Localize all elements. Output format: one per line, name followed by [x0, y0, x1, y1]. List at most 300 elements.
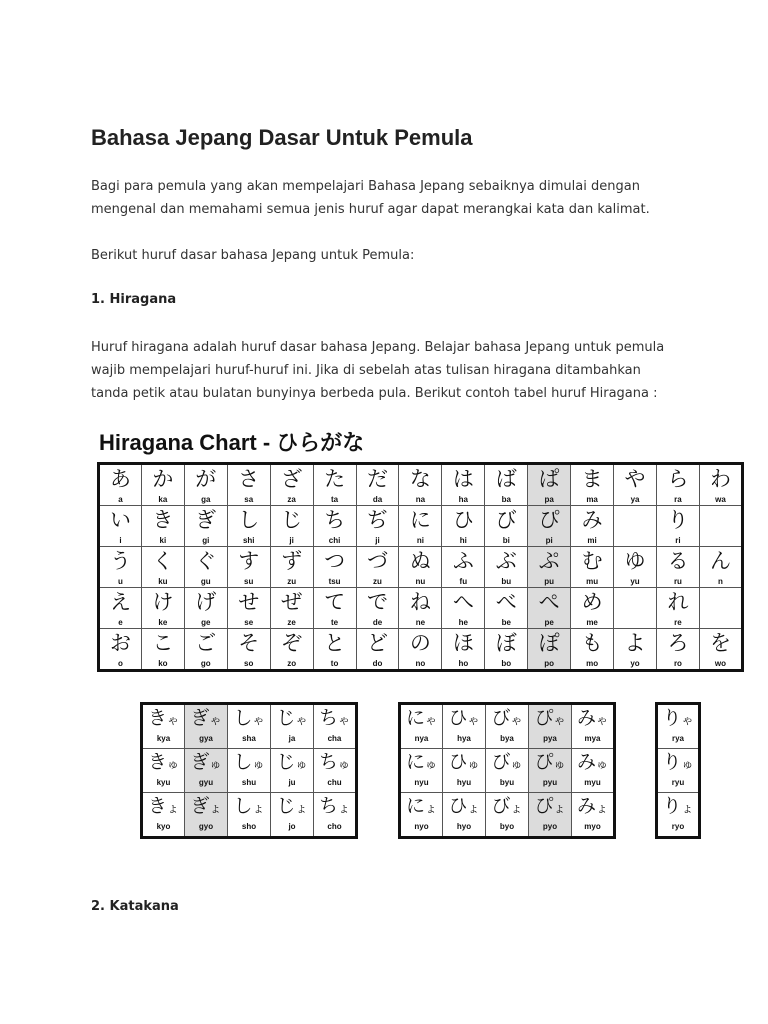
kana-base: じ [276, 795, 296, 817]
romaji-label: po [544, 659, 555, 668]
kana-cell [657, 793, 700, 838]
kana-small: ゅ [425, 757, 438, 771]
chart-row [99, 547, 743, 588]
kana-cell [399, 464, 442, 506]
romaji-label: pe [544, 618, 554, 627]
romaji-label: re [674, 618, 682, 627]
kana-base: き [147, 751, 167, 773]
kana-base: し [233, 795, 253, 817]
kana-char [228, 753, 270, 774]
kana-small: ゃ [295, 713, 308, 727]
kana-cell [657, 749, 700, 793]
romaji-label: ne [415, 618, 426, 627]
chart-row [142, 793, 357, 838]
kana-cell [184, 464, 227, 506]
kana-char: の [409, 631, 431, 655]
kana-cell [699, 588, 742, 629]
kana-cell [356, 629, 399, 671]
kana-char: み [581, 508, 603, 532]
romaji-label: hi [459, 536, 467, 545]
kana-cell [313, 506, 356, 547]
romaji-label: yu [630, 577, 640, 586]
kana-cell [399, 629, 442, 671]
romaji-label: gu [200, 577, 211, 586]
romaji-label: bu [501, 577, 512, 586]
kana-cell [313, 547, 356, 588]
kana-cell [141, 547, 184, 588]
lead-paragraph: Berikut huruf dasar bahasa Jepang untuk Pemula: [91, 248, 415, 263]
kana-cell [185, 704, 228, 749]
romaji-label: pi [545, 536, 553, 545]
romaji-label: no [415, 659, 426, 668]
kana-base: し [233, 751, 253, 773]
kana-cell [571, 547, 614, 588]
kana-base: ひ [448, 751, 468, 773]
kana-cell [270, 629, 313, 671]
kana-char: つ [324, 549, 346, 573]
kana-cell [443, 793, 486, 838]
kana-char [572, 797, 613, 818]
romaji-label: hya [457, 734, 471, 743]
kana-char [185, 753, 227, 774]
kana-char [486, 753, 528, 774]
kana-small: ゃ [510, 713, 523, 727]
kana-base: み [576, 707, 596, 729]
kana-char: へ [452, 590, 474, 614]
kana-cell [270, 506, 313, 547]
kana-base: に [405, 707, 425, 729]
kana-char [572, 709, 613, 730]
hiragana-combo-table-1 [140, 702, 358, 839]
kana-char: せ [238, 590, 260, 614]
romaji-label: shi [242, 536, 255, 545]
kana-base: び [491, 795, 511, 817]
kana-char [614, 592, 656, 614]
kana-small: ゅ [553, 757, 566, 771]
romaji-label: fu [459, 577, 468, 586]
romaji-label: hyo [456, 822, 472, 831]
kana-small: ゃ [681, 713, 694, 727]
romaji-label: ha [458, 495, 468, 504]
kana-char [658, 709, 698, 730]
romaji-label: to [330, 659, 339, 668]
kana-char: ち [324, 508, 346, 532]
romaji-label: a [118, 495, 123, 504]
kana-base: じ [276, 751, 296, 773]
romaji-label: ra [674, 495, 682, 504]
kana-char: ぽ [538, 631, 560, 655]
kana-cell [485, 464, 528, 506]
kana-cell [227, 547, 270, 588]
kana-base: み [576, 751, 596, 773]
kana-cell [485, 547, 528, 588]
kana-char: ゆ [624, 549, 646, 573]
kana-char [700, 592, 741, 614]
romaji-label: ryu [671, 778, 685, 787]
kana-char: ほ [452, 631, 474, 655]
kana-cell [184, 506, 227, 547]
kana-char [271, 709, 313, 730]
kana-cell [485, 629, 528, 671]
romaji-label: so [244, 659, 254, 668]
kana-cell [270, 547, 313, 588]
kana-cell [699, 464, 742, 506]
chart-row [142, 704, 357, 749]
romaji-label: ho [458, 659, 469, 668]
kana-cell [614, 506, 657, 547]
kana-cell [528, 506, 571, 547]
romaji-label: myu [584, 778, 601, 787]
kana-char: て [324, 590, 346, 614]
romaji-label: ja [288, 734, 296, 743]
romaji-label: ge [201, 618, 211, 627]
kana-cell [572, 793, 615, 838]
romaji-label: ba [501, 495, 511, 504]
kana-small: ょ [467, 801, 480, 815]
kana-base: じ [276, 707, 296, 729]
chart-row [657, 793, 700, 838]
kana-cell [184, 629, 227, 671]
kana-base: ぴ [534, 795, 554, 817]
kana-cell [314, 749, 357, 793]
kana-cell [656, 588, 699, 629]
kana-cell [571, 506, 614, 547]
kana-cell [656, 629, 699, 671]
kana-cell [313, 629, 356, 671]
kana-cell [529, 749, 572, 793]
romaji-label: ta [331, 495, 339, 504]
kana-char [443, 797, 485, 818]
romaji-label: jo [288, 822, 296, 831]
kana-small: ゃ [338, 713, 351, 727]
kana-cell [699, 629, 742, 671]
kana-char: り [667, 508, 689, 532]
kana-small: ょ [338, 801, 351, 815]
kana-char: じ [281, 508, 303, 532]
kana-small: ょ [252, 801, 265, 815]
kana-small: ゃ [467, 713, 480, 727]
chart-row [657, 749, 700, 793]
chart-row [99, 506, 743, 547]
kana-char: く [152, 549, 174, 573]
kana-small: ゃ [209, 713, 222, 727]
kana-cell [141, 506, 184, 547]
kana-small: ゃ [596, 713, 609, 727]
kana-cell [228, 704, 271, 749]
kana-char [529, 797, 571, 818]
romaji-label: hyu [456, 778, 472, 787]
kana-cell [271, 793, 314, 838]
romaji-label: da [372, 495, 383, 504]
kana-char: ひ [452, 508, 474, 532]
kana-base: ひ [448, 707, 468, 729]
hiragana-line-2: wajib mempelajari huruf-huruf ini. Jika di sebelah atas tulisan hiragana ditambahkan [91, 363, 641, 378]
kana-char [658, 753, 698, 774]
romaji-label: i [119, 536, 122, 545]
kana-small: ょ [209, 801, 222, 815]
kana-cell [99, 464, 142, 506]
kana-char: ら [667, 467, 689, 491]
romaji-label: cho [327, 822, 342, 831]
kana-small: ょ [295, 801, 308, 815]
romaji-label: bya [500, 734, 514, 743]
romaji-label: de [372, 618, 383, 627]
romaji-label: sha [242, 734, 256, 743]
romaji-label: ze [287, 618, 296, 627]
kana-cell [400, 793, 443, 838]
romaji-label: ki [159, 536, 167, 545]
kana-base: ぎ [190, 707, 210, 729]
kana-cell [614, 629, 657, 671]
romaji-label: ko [158, 659, 168, 668]
intro-paragraph [91, 175, 650, 221]
kana-cell [699, 506, 742, 547]
kana-char: げ [195, 590, 217, 614]
kana-base: り [662, 795, 682, 817]
kana-char [614, 510, 656, 532]
romaji-label: sho [241, 822, 257, 831]
kana-cell [313, 588, 356, 629]
romaji-label: ke [158, 618, 168, 627]
chart-row [657, 704, 700, 749]
romaji-label: ma [586, 495, 598, 504]
kana-cell [99, 547, 142, 588]
kana-char: ふ [452, 549, 474, 573]
chart-row [400, 793, 615, 838]
romaji-label: do [372, 659, 383, 668]
romaji-label: me [586, 618, 598, 627]
romaji-label: ju [288, 778, 296, 787]
kana-char: い [109, 508, 131, 532]
kana-cell [571, 629, 614, 671]
romaji-label: nya [414, 734, 429, 743]
hiragana-paragraph [91, 336, 664, 405]
romaji-label: zu [287, 577, 297, 586]
kana-cell [99, 629, 142, 671]
kana-small: ゃ [252, 713, 265, 727]
kana-cell [142, 704, 185, 749]
romaji-label: sa [244, 495, 254, 504]
kana-char: ぎ [195, 508, 217, 532]
romaji-label: pya [543, 734, 557, 743]
kana-small: ゅ [252, 757, 265, 771]
intro-line-1: Bagi para pemula yang akan mempelajari Bahasa Jepang sebaiknya dimulai dengan [91, 179, 640, 194]
kana-base: ぴ [534, 751, 554, 773]
kana-char: れ [667, 590, 689, 614]
kana-char: べ [495, 590, 517, 614]
kana-base: き [147, 707, 167, 729]
kana-char: ぐ [195, 549, 217, 573]
kana-small: ょ [167, 801, 180, 815]
romaji-label: ku [158, 577, 168, 586]
kana-small: ょ [553, 801, 566, 815]
kana-char [185, 709, 227, 730]
kana-char [443, 709, 485, 730]
romaji-label: rya [671, 734, 684, 743]
kana-char [529, 709, 571, 730]
kana-char: さ [238, 467, 260, 491]
kana-base: に [405, 751, 425, 773]
romaji-label: mo [586, 659, 599, 668]
hiragana-combo-table-2 [398, 702, 616, 839]
kana-char [271, 753, 313, 774]
kana-char: で [366, 590, 388, 614]
romaji-label: be [501, 618, 511, 627]
romaji-label: ru [673, 577, 682, 586]
kana-cell [356, 464, 399, 506]
kana-cell [443, 704, 486, 749]
kana-small: ょ [596, 801, 609, 815]
kana-char: ぶ [495, 549, 517, 573]
chart-row [400, 749, 615, 793]
romaji-label: zu [373, 577, 382, 586]
kana-char [443, 753, 485, 774]
kana-char: わ [709, 467, 731, 491]
kana-char: ぱ [538, 467, 560, 491]
kana-char: け [152, 590, 174, 614]
hiragana-line-3: tanda petik atau bulatan bunyinya berbeda pula. Berikut contoh tabel huruf Hiragana : [91, 386, 658, 401]
kana-base: し [233, 707, 253, 729]
kana-cell [228, 749, 271, 793]
kana-cell [185, 793, 228, 838]
kana-char [486, 797, 528, 818]
kana-cell [442, 547, 485, 588]
kana-small: ゅ [209, 757, 222, 771]
kana-small: ゃ [425, 713, 438, 727]
kana-cell [270, 464, 313, 506]
kana-cell [228, 793, 271, 838]
kana-cell [572, 749, 615, 793]
kana-char: ん [709, 549, 731, 573]
romaji-label: se [244, 618, 254, 627]
kana-char [143, 797, 184, 818]
kana-small: ゃ [553, 713, 566, 727]
romaji-label: byo [499, 822, 515, 831]
kana-char: あ [109, 467, 131, 491]
kana-cell [442, 629, 485, 671]
romaji-label: kyo [156, 822, 171, 831]
romaji-label: kya [156, 734, 171, 743]
kana-char: に [409, 508, 431, 532]
kana-small: ゅ [338, 757, 351, 771]
romaji-label: nyu [414, 778, 429, 787]
kana-char [572, 753, 613, 774]
romaji-label: su [244, 577, 254, 586]
kana-small: ゅ [467, 757, 480, 771]
kana-base: び [491, 707, 511, 729]
intro-line-2: mengenal dan memahami semua jenis huruf agar dapat merangkai kata dan kalimat. [91, 202, 650, 217]
kana-char [529, 753, 571, 774]
romaji-label: pyo [542, 822, 558, 831]
kana-cell [656, 506, 699, 547]
kana-small: ゅ [510, 757, 523, 771]
kana-cell [141, 588, 184, 629]
romaji-label: myo [584, 822, 601, 831]
romaji-label: wa [715, 495, 726, 504]
romaji-label: bi [502, 536, 510, 545]
kana-char: ぢ [366, 508, 388, 532]
kana-cell [356, 547, 399, 588]
kana-char [185, 797, 227, 818]
kana-cell [614, 588, 657, 629]
kana-char [314, 797, 355, 818]
romaji-label: e [118, 618, 123, 627]
kana-char: ご [195, 631, 217, 655]
romaji-label: zo [287, 659, 297, 668]
kana-cell [486, 704, 529, 749]
kana-char: き [152, 508, 174, 532]
kana-cell [227, 506, 270, 547]
kana-small: ょ [510, 801, 523, 815]
kana-char [700, 510, 741, 532]
kana-base: み [576, 795, 596, 817]
romaji-label: yo [630, 659, 640, 668]
kana-cell [99, 588, 142, 629]
kana-char: と [324, 631, 346, 655]
kana-char: ぞ [281, 631, 303, 655]
kana-cell [271, 704, 314, 749]
kana-small: ゅ [295, 757, 308, 771]
kana-cell [142, 793, 185, 838]
kana-cell [656, 547, 699, 588]
kana-cell [356, 506, 399, 547]
romaji-label: ryo [671, 822, 685, 831]
romaji-label: he [458, 618, 468, 627]
kana-cell [485, 588, 528, 629]
romaji-label: mi [587, 536, 597, 545]
kana-char [658, 797, 698, 818]
romaji-label: gyo [198, 822, 214, 831]
romaji-label: ri [675, 536, 681, 545]
kana-cell [185, 749, 228, 793]
romaji-label: ji [289, 536, 294, 545]
kana-cell [614, 464, 657, 506]
kana-char [401, 797, 442, 818]
kana-char: よ [624, 631, 646, 655]
kana-base: ぴ [534, 707, 554, 729]
kana-cell [699, 547, 742, 588]
kana-cell [399, 588, 442, 629]
kana-cell [400, 749, 443, 793]
chart-row [99, 464, 743, 506]
kana-cell [99, 506, 142, 547]
romaji-label: chi [328, 536, 341, 545]
kana-cell [400, 704, 443, 749]
kana-char: ま [581, 467, 603, 491]
kana-char: ぬ [409, 549, 431, 573]
section-heading-katakana: 2. Katakana [91, 899, 179, 914]
kana-char [228, 797, 270, 818]
kana-char: か [152, 467, 174, 491]
kana-cell [313, 464, 356, 506]
kana-char: ぜ [281, 590, 303, 614]
romaji-label: kyu [156, 778, 171, 787]
kana-char: た [324, 467, 346, 491]
kana-char: づ [366, 549, 388, 573]
romaji-label: za [287, 495, 296, 504]
kana-base: ち [318, 751, 338, 773]
romaji-label: bo [501, 659, 512, 668]
kana-cell [528, 629, 571, 671]
section-heading-hiragana: 1. Hiragana [91, 292, 177, 307]
kana-char [401, 753, 442, 774]
kana-cell [356, 588, 399, 629]
kana-base: ち [318, 707, 338, 729]
chart-row [99, 629, 743, 671]
kana-cell [399, 506, 442, 547]
kana-cell [141, 629, 184, 671]
romaji-label: pu [544, 577, 555, 586]
